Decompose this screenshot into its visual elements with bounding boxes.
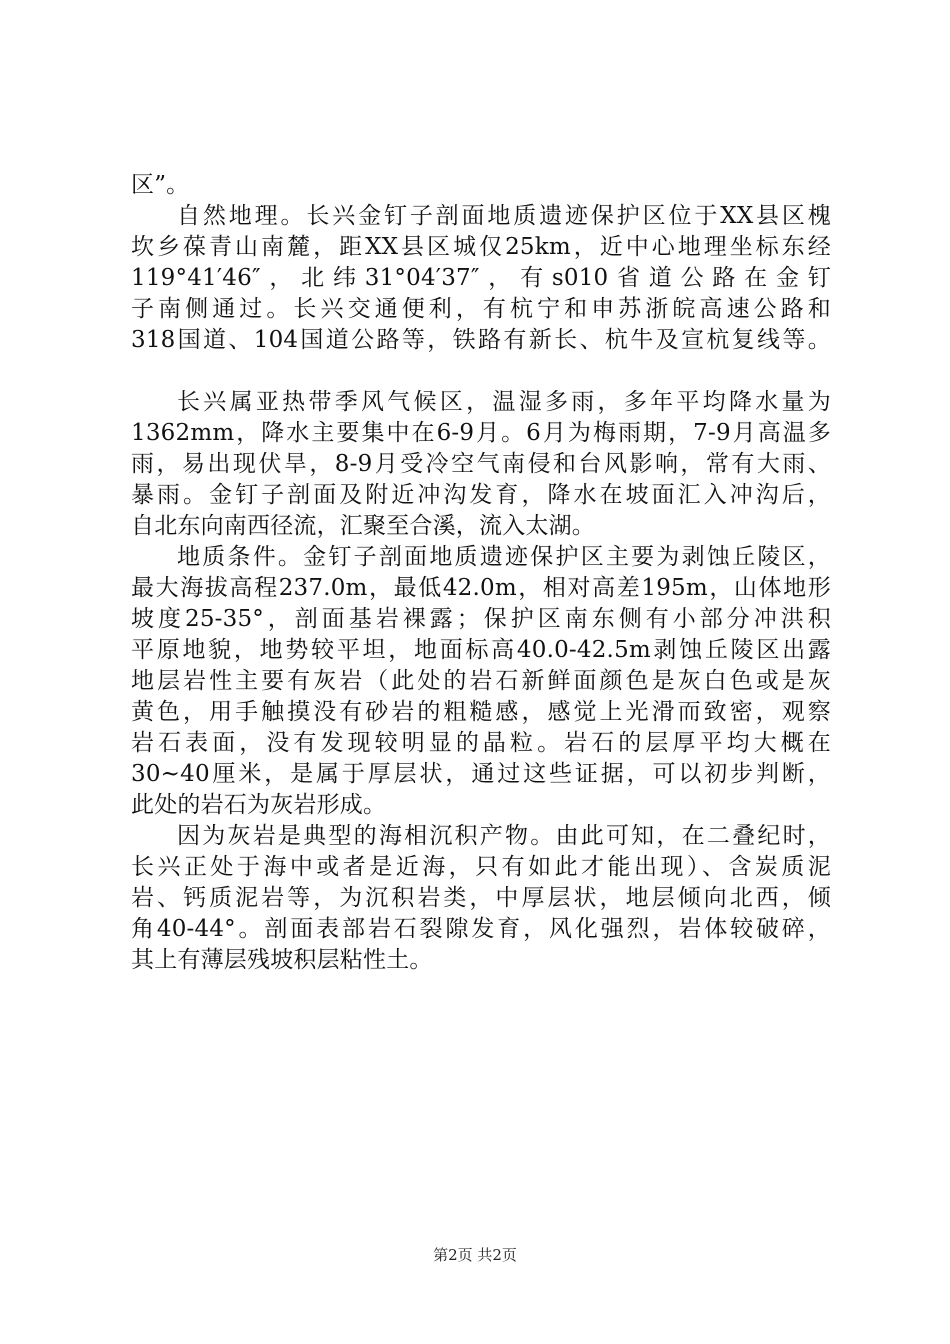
- paragraph-limestone-line: 角40-44°。剖面表部岩石裂隙发育，风化强烈，岩体较破碎，: [131, 916, 831, 942]
- paragraph-geology-line: 最大海拔高程237.0m，最低42.0m，相对高差195m，山体地形: [131, 575, 831, 601]
- paragraph-geology-line: 岩石表面，没有发现较明显的晶粒。岩石的层厚平均大概在: [131, 730, 831, 756]
- paragraph-climate-line: 自北东向南西径流，汇聚至合溪，流入太湖。: [131, 513, 595, 539]
- paragraph-limestone-line: 长兴正处于海中或者是近海，只有如此才能出现）、含炭质泥: [131, 854, 831, 880]
- paragraph-geology-line: 坡度25-35°，剖面基岩裸露；保护区南东侧有小部分冲洪积: [131, 606, 831, 632]
- paragraph-climate-line: 1362mm，降水主要集中在6-9月。6月为梅雨期，7-9月高温多: [131, 420, 831, 446]
- paragraph-natural-geography-line: 318国道、104国道公路等，铁路有新长、杭牛及宣杭复线等。: [131, 327, 831, 353]
- paragraph-geology-line: 地层岩性主要有灰岩（此处的岩石新鲜面颜色是灰白色或是灰: [131, 668, 831, 694]
- paragraph-natural-geography-line: 子南侧通过。长兴交通便利，有杭宁和申苏浙皖高速公路和: [131, 296, 831, 322]
- paragraph-limestone-line: 因为灰岩是典型的海相沉积产物。由此可知，在二叠纪时，: [177, 823, 831, 849]
- paragraph-natural-geography-line: 119°41′46″，北纬31°04′37″，有s010省道公路在金钉: [131, 265, 831, 291]
- page-number-footer: 第2页 共2页: [433, 1246, 517, 1264]
- paragraph-climate-line: 雨，易出现伏旱，8-9月受冷空气南侵和台风影响，常有大雨、: [131, 451, 831, 477]
- paragraph-climate-line: 长兴属亚热带季风气候区，温湿多雨，多年平均降水量为: [177, 389, 831, 415]
- paragraph-geology-line: 30~40厘米，是属于厚层状，通过这些证据，可以初步判断，: [131, 761, 831, 787]
- paragraph-limestone-line: 岩、钙质泥岩等，为沉积岩类，中厚层状，地层倾向北西，倾: [131, 885, 831, 911]
- paragraph-climate-line: 暴雨。金钉子剖面及附近冲沟发育，降水在坡面汇入冲沟后，: [131, 482, 831, 508]
- paragraph-gap: [131, 356, 831, 387]
- paragraph-geology-line: 此处的岩石为灰岩形成。: [131, 792, 387, 818]
- document-body: [131, 170, 831, 976]
- paragraph-natural-geography-line: 自然地理。长兴金钉子剖面地质遗迹保护区位于XX县区槐: [177, 203, 831, 229]
- paragraph-natural-geography-line: 坎乡葆青山南麓，距XX县区城仅25km，近中心地理坐标东经: [131, 234, 831, 260]
- paragraph-geology-line: 平原地貌，地势较平坦，地面标高40.0-42.5m剥蚀丘陵区出露: [131, 637, 831, 663]
- text-line: 区”。: [131, 172, 190, 198]
- paragraph-geology-line: 地质条件。金钉子剖面地质遗迹保护区主要为剥蚀丘陵区，: [177, 544, 831, 570]
- paragraph-limestone-line: 其上有薄层残坡积层粘性土。: [131, 947, 433, 973]
- paragraph-geology-line: 黄色，用手触摸没有砂岩的粗糙感，感觉上光滑而致密，观察: [131, 699, 831, 725]
